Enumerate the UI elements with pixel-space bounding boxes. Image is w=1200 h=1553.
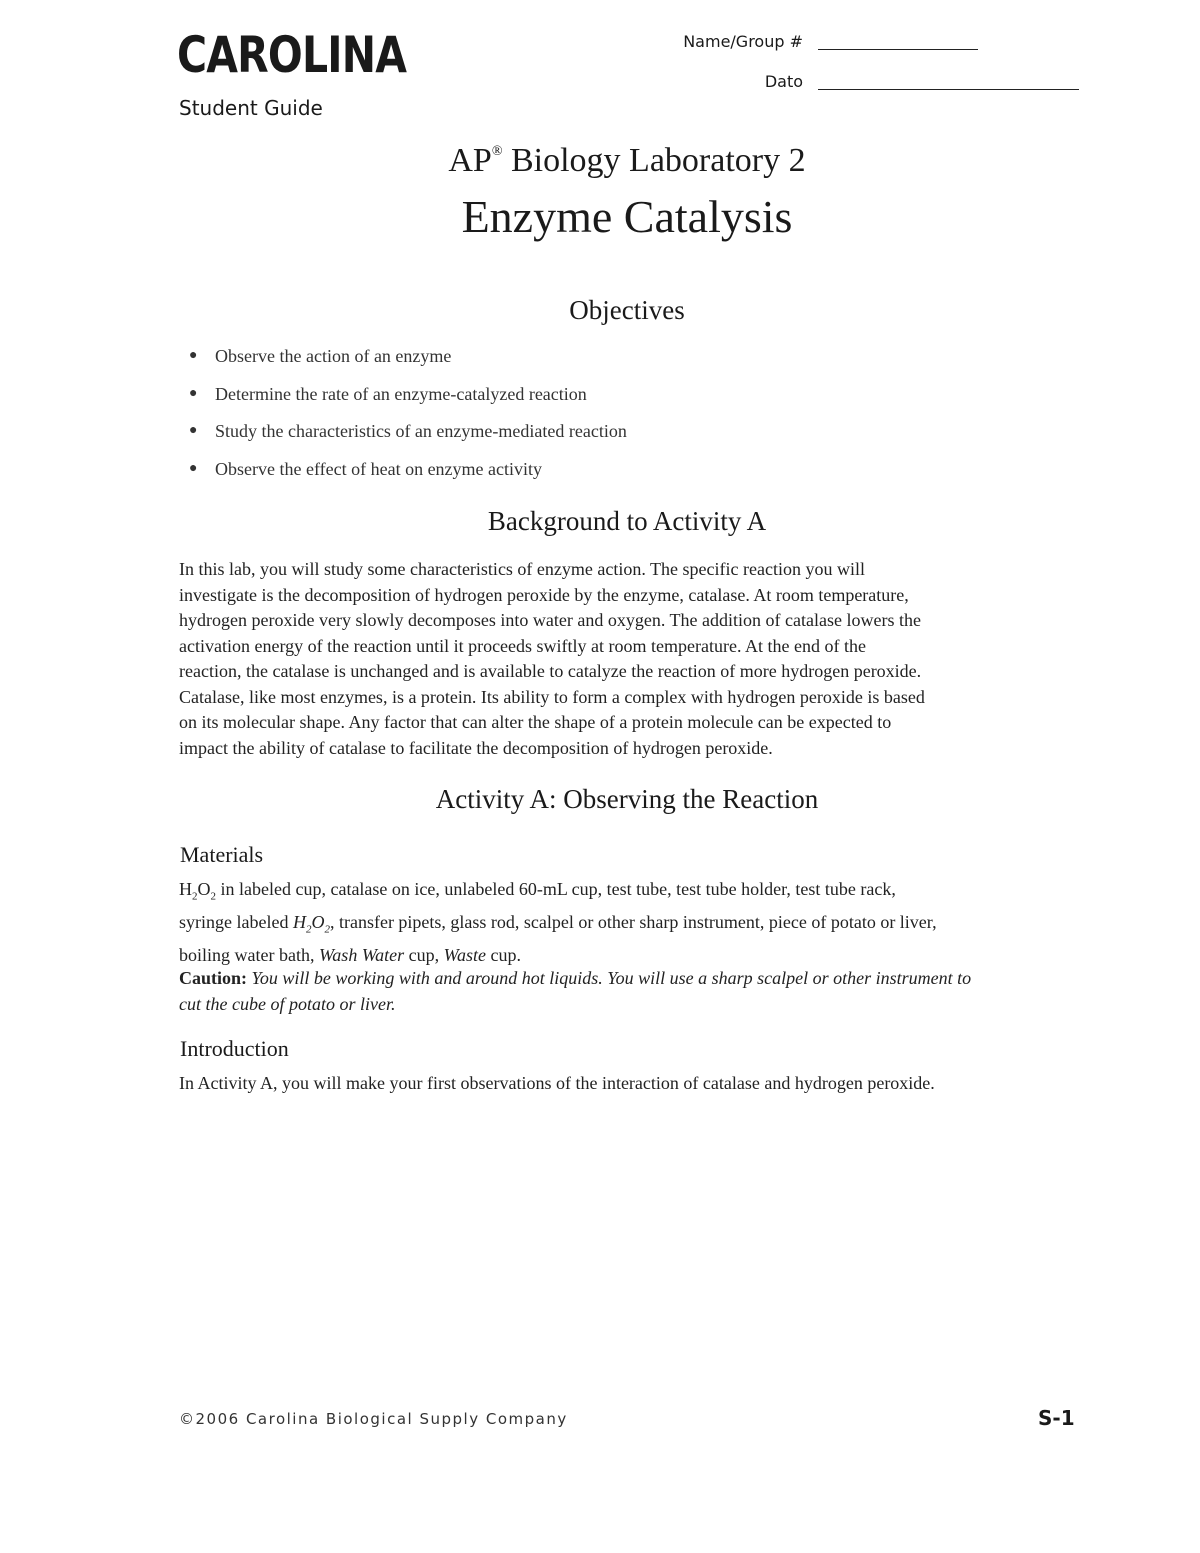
- copyright-text: ©2006 Carolina Biological Supply Company: [179, 1410, 568, 1428]
- materials-paragraph: [179, 877, 1084, 969]
- objective-text: Determine the rate of an enzyme-catalyzed reaction: [215, 383, 587, 404]
- date-line: [818, 89, 1079, 90]
- list-item: [185, 381, 627, 419]
- activity-a-heading: Activity A: Observing the Reaction: [435, 784, 819, 814]
- text-line: boiling water bath, Wash Water cup, Waste cup.: [179, 945, 521, 966]
- text-line: reaction, the catalase is unchanged and is available to catalyze the reaction of more hydrogen peroxide.: [179, 661, 922, 681]
- caution-paragraph: [179, 966, 1069, 1017]
- text-line: Caution: You will be working with and around hot liquids. You will use a sharp scalpel or other instrument to: [179, 968, 972, 988]
- list-item: [185, 418, 627, 456]
- materials-heading: Materials: [180, 842, 264, 867]
- objective-text: Observe the effect of heat on enzyme activity: [215, 458, 543, 479]
- background-paragraph: [179, 557, 1079, 761]
- bullet-icon: ●: [189, 423, 198, 438]
- text-line: activation energy of the reaction until it proceeds swiftly at room temperature. At the end of the: [179, 635, 866, 656]
- list-item: [185, 456, 627, 494]
- name-group-label: Name/Group #: [683, 32, 803, 51]
- lab-subtitle: [0, 142, 1200, 180]
- carolina-logo: CAROLINA: [177, 26, 407, 84]
- text-line: cut the cube of potato or liver.: [179, 993, 396, 1014]
- text-line: syringe labeled $H_2O_2$, transfer pipets, glass rod, scalpel or other sharp instrument, piece of potato or liver,: [179, 912, 937, 936]
- introduction-text: In Activity A, you will make your first observations of the interaction of catalase and hydrogen peroxide.: [179, 1073, 935, 1093]
- page-title: Enzyme Catalysis: [461, 191, 793, 242]
- text-line: on its molecular shape. Any factor that can alter the shape of a protein molecule can be expected to: [179, 712, 892, 732]
- lab-suffix: Biology Laboratory 2: [502, 142, 806, 179]
- objective-text: Observe the action of an enzyme: [215, 346, 452, 366]
- page-number: S-1: [1038, 1406, 1075, 1430]
- bullet-icon: ●: [189, 460, 198, 476]
- objectives-heading: Objectives: [569, 295, 685, 325]
- text-line: Catalase, like most enzymes, is a protein. Its ability to form a complex with hydrogen peroxide is based: [179, 686, 925, 707]
- registered-mark: ®: [491, 144, 503, 159]
- lab-prefix: AP: [448, 142, 492, 179]
- bullet-icon: ●: [189, 385, 198, 401]
- caution-label: Caution:: [179, 968, 248, 988]
- introduction-heading: Introduction: [180, 1036, 289, 1061]
- text-line: impact the ability of catalase to facilitate the decomposition of hydrogen peroxide.: [179, 737, 773, 758]
- background-heading: Background to Activity A: [487, 506, 767, 536]
- text-line: In this lab, you will study some characteristics of enzyme action. The specific reaction you will: [179, 559, 865, 579]
- date-label: Dato: [764, 72, 803, 91]
- name-group-line: [818, 49, 978, 50]
- objective-text: Study the characteristics of an enzyme-mediated reaction: [215, 421, 627, 441]
- list-item: [185, 343, 627, 381]
- bullet-icon: ●: [189, 348, 198, 363]
- text-line: hydrogen peroxide very slowly decomposes into water and oxygen. The addition of catalase lowers the: [179, 610, 921, 630]
- text-line: investigate is the decomposition of hydrogen peroxide by the enzyme, catalase. At room temperature,: [179, 584, 909, 605]
- student-guide-label: Student Guide: [179, 96, 323, 120]
- text-line: $H_2O_2$ in labeled cup, catalase on ice, unlabeled 60-mL cup, test tube, test tube holder, test tube rack,: [179, 879, 896, 903]
- objectives-list: [185, 343, 627, 493]
